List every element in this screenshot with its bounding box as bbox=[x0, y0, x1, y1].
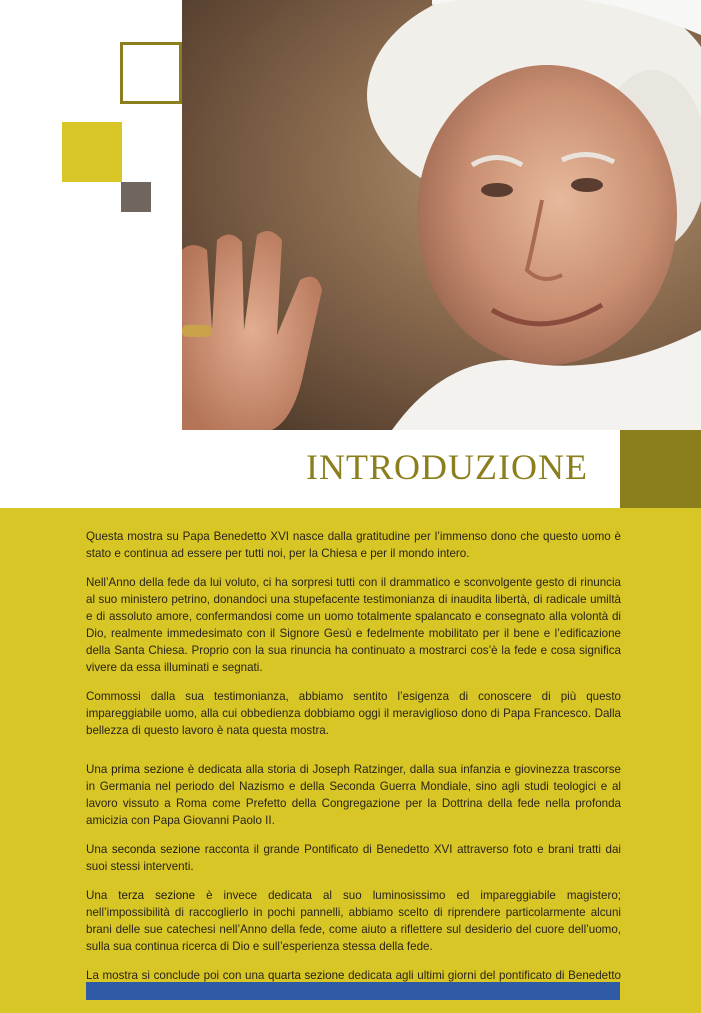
paragraph-6 bbox=[86, 887, 621, 955]
paragraph-5 bbox=[86, 841, 621, 875]
paragraph-6-post: è invece dedicata al suo luminosissimo ed impareggiabile magistero; nell’impossibilità di raccoglierlo in pochi pannelli, abbiamo scelto di riprendere particolarmente alcuni brani delle sue catechesi nell’Anno della fede, come aiuto a riflettere sul desiderio del cuore dell’uomo, sulla sua continua ricerca di Dio e sull’esperienza stessa della fede. bbox=[86, 889, 621, 953]
paragraph-4 bbox=[86, 761, 621, 829]
highlight-seconda-sezione: seconda sezione bbox=[111, 843, 201, 856]
paragraph-3: Commossi dalla sua testimonianza, abbiamo sentito l’esigenza di conoscere di più questo impareggiabile uomo, alla cui obbedienza dobbiamo oggi il meraviglioso dono di Papa Francesco. Dalla bellezza di questo lavoro è nata questa mostra. bbox=[86, 690, 621, 737]
gray-square-icon bbox=[121, 182, 151, 212]
page-title: INTRODUZIONE bbox=[306, 447, 588, 487]
intro-text bbox=[86, 528, 621, 1013]
highlight-prima-sezione: prima sezione bbox=[111, 763, 184, 776]
title-bar bbox=[0, 430, 620, 508]
highlight-terza-sezione: terza sezione bbox=[118, 889, 196, 902]
paragraph-7-pre: La mostra si conclude poi con una bbox=[86, 969, 269, 982]
paragraph-4-pre: Una bbox=[86, 763, 112, 776]
paragraph-5-pre: Una bbox=[86, 843, 112, 856]
paragraph-1: Questa mostra su Papa Benedetto XVI nasce dalla gratitudine per l’immenso dono che questo uomo è stato e continua ad essere per tutti noi, per la Chiesa e per il mondo intero. bbox=[86, 530, 621, 560]
paragraph-7-post: dedicata agli ultimi giorni del pontificato di Benedetto bbox=[348, 969, 621, 982]
highlight-quarta-sezione: quarta sezione bbox=[268, 969, 345, 982]
bottom-bar bbox=[86, 982, 620, 1000]
pope-photo bbox=[182, 0, 701, 430]
decorative-panel bbox=[0, 0, 183, 430]
title-accent-block bbox=[620, 430, 701, 508]
paragraph-4-post: è dedicata alla storia di Joseph Ratzinger, dalla sua infanzia e giovinezza trascorse in Germania nel periodo del Nazismo e della Seconda Guerra Mondiale, sino agli studi teologici e al lavoro vissuto a Roma come Prefetto della Congregazione per la Dottrina della fede nella profonda amicizia con Papa Giovanni Paolo II. bbox=[86, 763, 621, 827]
outline-square-icon bbox=[120, 42, 182, 104]
paragraph-2: Nell’Anno della fede da lui voluto, ci ha sorpresi tutti con il drammatico e sconvolgente gesto di rinuncia al suo ministero petrino, donandoci una stupefacente testimonianza di inaudita libertà, di radicale umiltà e di assoluto amore, confermandosi come un uomo totalmente spalancato e consegnato alla volontà di Dio, realmente immedesimato con il Signore Gesù e fedelmente mobilitato per il bene e l’edificazione della Santa Chiesa. Proprio con la sua rinuncia ha continuato a mostrarci cos’è la fede e cosa significa vivere da essa illuminati e segnati. bbox=[86, 576, 621, 674]
portrait-photo-icon bbox=[182, 0, 701, 430]
yellow-square-icon bbox=[62, 122, 122, 182]
paragraph-5-post: racconta il grande Pontificato di Benedetto XVI attraverso foto e brani tratti dai suoi stessi interventi. bbox=[86, 843, 621, 873]
paragraph-6-pre: Una bbox=[86, 889, 119, 902]
